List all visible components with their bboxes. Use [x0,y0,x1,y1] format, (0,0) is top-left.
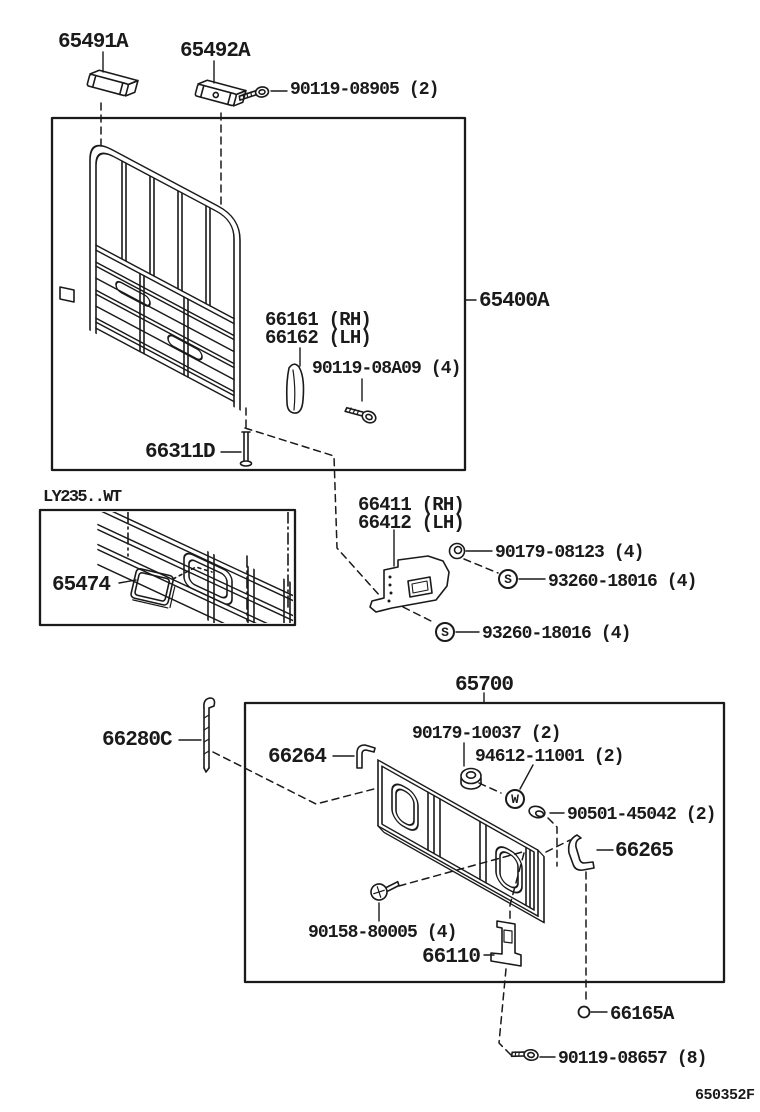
callout-65491a: 65491A [58,31,128,54]
part-66110-bracket [491,921,521,966]
bolt-90119-08905-icon [239,86,270,100]
part-66161-catch [287,364,304,413]
callout-94612-11001: 94612-11001 (2) [475,747,624,767]
callout-93260-18016-b: 93260-18016 (4) [482,624,631,644]
callout-65700: 65700 [455,674,514,697]
frame-side-tab [60,287,74,302]
screw-symbol-circle-2: S [435,622,455,642]
box-65400a [52,118,465,470]
callout-66162-lh: 66162 (LH) [265,327,372,349]
bolt-90119-08a09-icon [345,402,378,425]
callout-90119-08a09: 90119-08A09 (4) [312,359,461,379]
callout-93260-18016-a: 93260-18016 (4) [548,572,697,592]
callout-66280c: 66280C [102,729,172,752]
figure-code: 650352F [695,1087,755,1104]
callout-65400a: 65400A [479,290,549,313]
callout-90179-08123: 90179-08123 (4) [495,543,644,563]
nut-90179-08123-icon [450,544,465,559]
callout-66165a: 66165A [610,1003,674,1025]
part-66280c-rod [204,698,215,772]
part-65474-plate [130,568,177,608]
callout-90119-08657: 90119-08657 (8) [558,1049,707,1069]
callout-66311d: 66311D [145,441,215,464]
callout-65492a: 65492A [180,40,250,63]
callout-66265: 66265 [615,840,674,863]
variant-panel-sketch [98,493,298,662]
callout-66264: 66264 [268,746,327,769]
callout-66412-lh: 66412 (LH) [358,512,465,534]
ring-66165a-icon [579,1007,590,1018]
part-65400a-frame-drawing [90,138,240,410]
callout-65474: 65474 [52,574,111,597]
variant-code-label: LY235..WT [43,488,121,507]
callout-66110: 66110 [422,946,481,969]
clip-90501-45042-icon [528,805,546,820]
callout-90501-45042: 90501-45042 (2) [567,805,716,825]
callout-90158-80005: 90158-80005 (4) [308,923,457,943]
part-65491a-clamp [87,68,138,98]
part-66264-hook [357,745,375,768]
screw-symbol-circle-1: S [498,569,518,589]
nut-90179-10037-icon [461,769,481,790]
callout-66161-rh: 66161 (RH) [265,309,372,331]
bolt-90119-08657-icon [511,1047,538,1061]
callout-90179-10037: 90179-10037 (2) [412,724,561,744]
callout-90119-08905: 90119-08905 (2) [290,80,439,100]
washer-symbol-circle: W [505,789,525,809]
part-65492a-clamp [195,78,246,108]
part-66311d-pin [241,432,252,466]
part-66411-bracket [370,556,449,612]
callout-66411-rh: 66411 (RH) [358,494,465,516]
screw-90158-80005-icon [369,878,402,902]
part-66265-hook [569,835,594,870]
